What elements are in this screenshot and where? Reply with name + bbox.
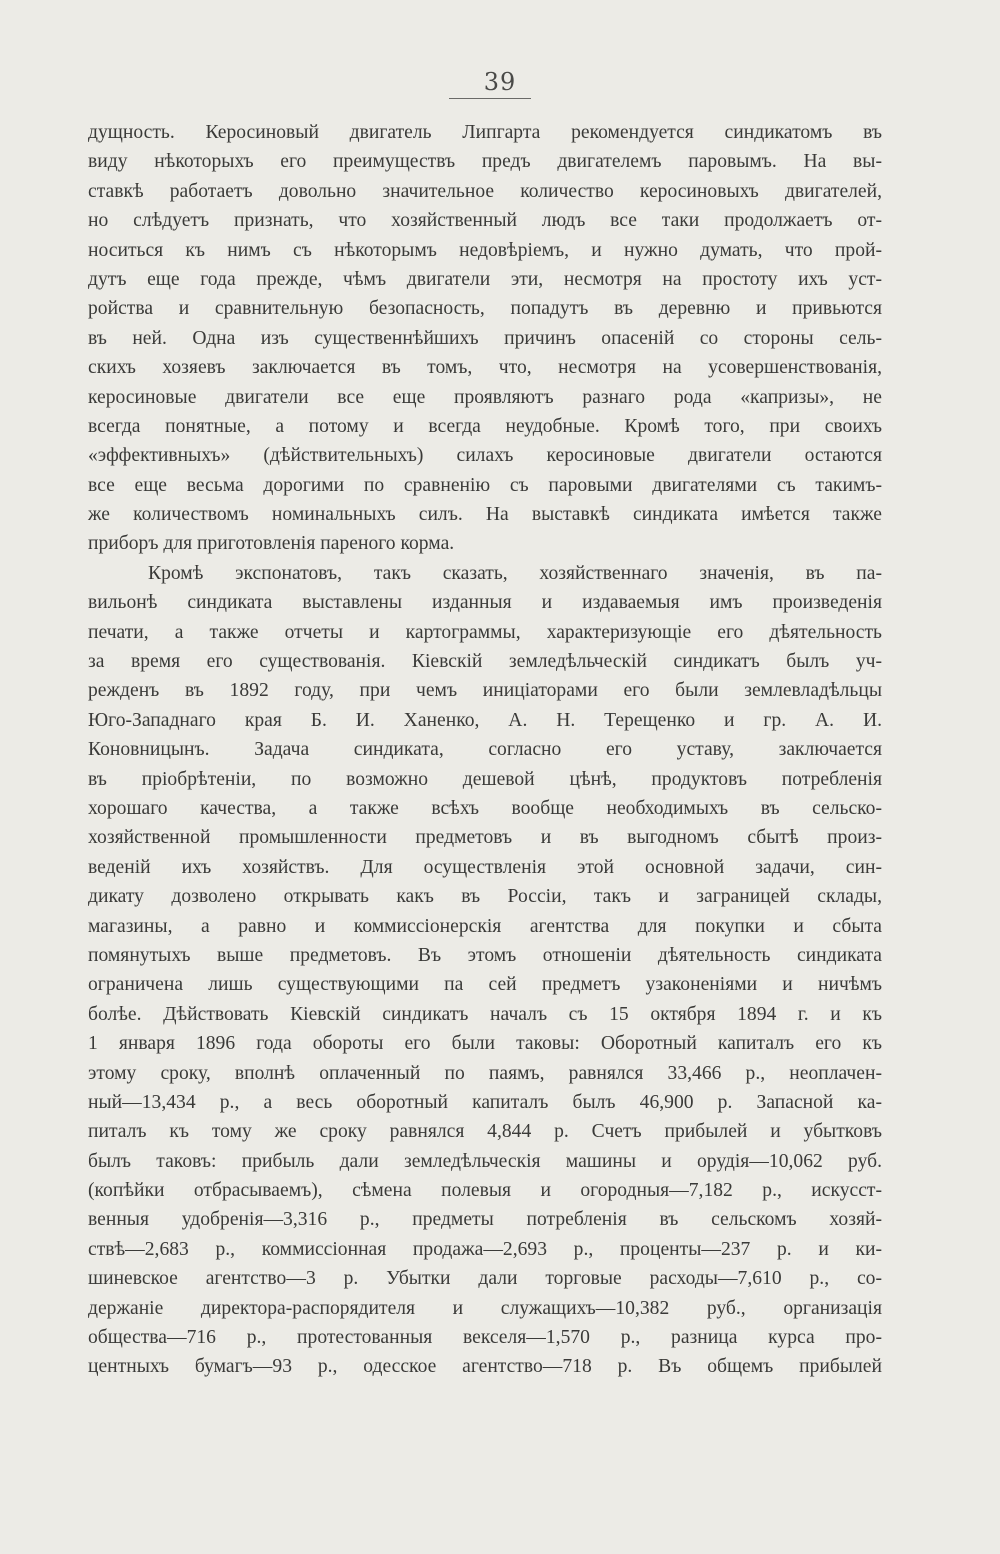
- text-line: питалъ къ тому же сроку равнялся 4,844 р. Счетъ прибылей и убытковъ: [88, 1121, 882, 1143]
- text-line: центныхъ бумагъ—93 р., одесское агентство—718 р. Въ общемъ прибылей: [88, 1356, 882, 1378]
- text-line: держаніе директора-распорядителя и служащихъ—10,382 руб., организація: [88, 1297, 882, 1319]
- text-line: скихъ хозяевъ заключается въ томъ, что, несмотря на усовершенствованія,: [88, 357, 882, 379]
- text-line: въ ней. Одна изъ существеннѣйшихъ причинъ опасеній со стороны сель-: [88, 327, 882, 349]
- text-line: болѣе. Дѣйствовать Кіевскій синдикатъ началъ съ 15 октября 1894 г. и къ: [88, 1003, 882, 1025]
- text-line: вильонѣ синдиката выставлены изданныя и издаваемыя имъ произведенія: [88, 592, 882, 614]
- text-line: ставкѣ работаетъ довольно значительное количество керосиновыхъ двигателей,: [88, 180, 882, 202]
- text-line: «эффективныхъ» (дѣйствительныхъ) силахъ керосиновые двигатели остаются: [88, 445, 882, 467]
- text-line: 1 января 1896 года обороты его были таковы: Оборотный капиталъ его къ: [88, 1033, 882, 1055]
- text-line: ограничена лишь существующими па сей предметъ узаконеніями и ничѣмъ: [88, 974, 882, 996]
- text-line: общества—716 р., протестованныя векселя—1,570 р., разница курса про-: [88, 1327, 882, 1349]
- text-line: помянутыхъ выше предметовъ. Въ этомъ отношеніи дѣятельность синдиката: [88, 944, 882, 966]
- text-line: печати, а также отчеты и картограммы, характеризующіе его дѣятельность: [88, 621, 882, 643]
- text-line: хозяйственной промышленности предметовъ и въ выгодномъ сбытѣ произ-: [88, 827, 882, 849]
- text-line: дикату дозволено открывать какъ въ Россіи, такъ и заграницей склады,: [88, 886, 882, 908]
- text-line: все еще весьма дорогими по сравненію съ паровыми двигателями съ такимъ-: [88, 474, 882, 496]
- text-line: приборъ для приготовленія пареного корма.: [88, 533, 455, 555]
- body-text: [88, 118, 882, 1382]
- page-number-rule: [449, 98, 531, 99]
- text-line: магазины, а равно и коммиссіонерскія агентства для покупки и сбыта: [88, 915, 882, 937]
- text-line: носиться къ нимъ съ нѣкоторымъ недовѣріемъ, и нужно думать, что прой-: [88, 239, 882, 261]
- text-line: Юго-Западнаго края Б. И. Ханенко, А. Н. Терещенко и гр. А. И.: [88, 709, 882, 731]
- text-line: же количествомъ номинальныхъ силъ. На выставкѣ синдиката имѣется также: [88, 504, 882, 526]
- text-line: всегда понятные, а потому и всегда неудобные. Кромѣ того, при своихъ: [88, 415, 882, 437]
- text-line: (копѣйки отбрасываемъ), сѣмена полевыя и огородныя—7,182 р., искусст-: [88, 1180, 882, 1202]
- text-line: шиневское агентство—3 р. Убытки дали торговые расходы—7,610 р., со-: [88, 1268, 882, 1290]
- text-line: веденій ихъ хозяйствъ. Для осуществленія этой основной задачи, син-: [88, 856, 882, 878]
- text-line: за время его существованія. Кіевскій земледѣльческій синдикатъ былъ уч-: [88, 651, 882, 673]
- text-line: ный—13,434 р., а весь оборотный капиталъ былъ 46,900 р. Запасной ка-: [88, 1091, 882, 1113]
- text-line: былъ таковъ: прибыль дали земледѣльческія машины и орудія—10,062 руб.: [88, 1150, 882, 1172]
- text-line: режденъ въ 1892 году, при чемъ иниціаторами его были землевладѣльцы: [88, 680, 882, 702]
- text-line: ройства и сравнительную безопасность, попадутъ въ деревню и привьются: [88, 298, 882, 320]
- text-line: дущность. Керосиновый двигатель Липгарта рекомендуется синдикатомъ въ: [88, 122, 882, 143]
- text-line: въ пріобрѣтеніи, по возможно дешевой цѣнѣ, продуктовъ потребленія: [88, 768, 882, 790]
- text-line: виду нѣкоторыхъ его преимуществъ предъ двигателемъ паровымъ. На вы-: [88, 151, 882, 173]
- text-line: венныя удобренія—3,316 р., предметы потребленія въ сельскомъ хозяй-: [88, 1209, 882, 1231]
- text-line: ствѣ—2,683 р., коммиссіонная продажа—2,693 р., проценты—237 р. и ки-: [88, 1238, 882, 1260]
- text-line: керосиновые двигатели все еще проявляютъ разнаго рода «капризы», не: [88, 386, 882, 408]
- text-line: Кромѣ экспонатовъ, такъ сказать, хозяйственнаго значенія, въ па-: [148, 562, 882, 584]
- text-line: но слѣдуетъ признать, что хозяйственный людъ все таки продолжаетъ от-: [88, 210, 882, 232]
- text-line: дутъ еще года прежде, чѣмъ двигатели эти, несмотря на простоту ихъ уст-: [88, 268, 882, 290]
- text-line: этому сроку, вполнѣ оплаченный по паямъ, равнялся 33,466 р., неоплачен-: [88, 1062, 882, 1084]
- page-number: 39: [483, 68, 517, 96]
- text-line: хорошаго качества, а также всѣхъ вообще необходимыхъ въ сельско-: [88, 797, 882, 819]
- text-line: Коновницынъ. Задача синдиката, согласно его уставу, заключается: [88, 739, 882, 761]
